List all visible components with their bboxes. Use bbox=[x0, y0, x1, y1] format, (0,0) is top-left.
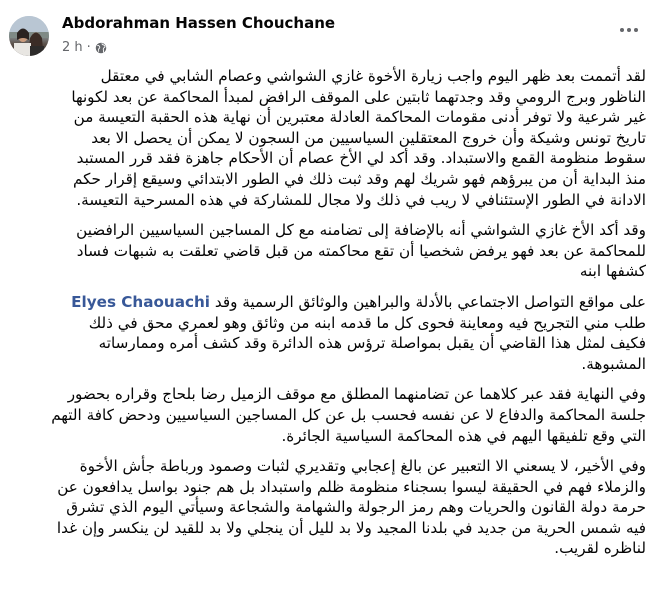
text-line: التي وقع تلفيقها اليهم في هذه المحاكمة السياسية الجائرة. bbox=[281, 426, 646, 445]
text-line bbox=[10, 292, 646, 313]
more-options-dot bbox=[634, 28, 638, 32]
text-line: للمحاكمة عن بعد فهو يرفض شخصيا أن تقع محاكمته من قبل قاضي تعلقت به شبهات فساد bbox=[76, 241, 646, 260]
post-time[interactable]: 2 h bbox=[62, 40, 83, 55]
text-line: سقوط منظومة القمع والاستبداد. وقد أكد لي الأخ عصام أن الأحكام جاهزة فقد قرر المستبد bbox=[76, 149, 646, 168]
text-line: لقد أتممت بعد ظهر اليوم واجب زيارة الأخوة غازي الشواشي وعصام الشابي في معتقل bbox=[100, 67, 646, 85]
text-line: تاريخ تونس وشيكة وأن خروج المعتقلين السياسيين من السجون لا يمكن أن يحصل الا بعد bbox=[91, 128, 646, 147]
paragraph-2 bbox=[10, 220, 646, 282]
text-line: لناظره لقريب. bbox=[554, 539, 646, 558]
text-line: كشفها ابنه bbox=[579, 262, 646, 281]
text-line: طلب مني التجريح فيه ومعاينة فحوى كل ما قدمه ابنه من وثائق وهو لعمري محق في ذلك bbox=[88, 313, 646, 332]
globe-icon[interactable] bbox=[95, 42, 107, 54]
paragraph-3 bbox=[10, 292, 646, 374]
paragraph-1 bbox=[10, 66, 646, 210]
text-fragment: على مواقع التواصل الاجتماعي بالأدلة والبراهين والوثائق الرسمية وقد bbox=[210, 292, 646, 311]
text-line: غير شرعية ولا توفر أدنى مقومات المحاكمة العادلة معتبرين أن نهاية هذه الحقبة التعيسة من bbox=[73, 108, 646, 127]
meta-separator: · bbox=[86, 40, 91, 55]
text-line: وقد أكد الأخ غازي الشواشي أنه بالإضافة إلى تضامنه مع كل المساجين السياسيين الرافضين bbox=[76, 221, 646, 240]
more-options-dot bbox=[627, 28, 631, 32]
post-header bbox=[0, 0, 657, 66]
text-line: فيه شمس الحرية من جديد في بلدنا المجيد ولا بد لليل أن ينجلي ولا بد للقيد لن ينكسر وإن غدا bbox=[56, 518, 646, 537]
text-line: الناظور وبرج الرومي وقد وجدتهما ثابتين على الموقف الرافض لمبدأ المحاكمة عن بعد لكونها bbox=[71, 87, 646, 106]
post-text bbox=[10, 66, 646, 569]
text-line: فكيف لمثل هذا القاضي أن يقبل بمواصلة ترؤس هذه الدائرة وقد كشف أمره وممارساته bbox=[98, 334, 646, 353]
text-line: منذ البداية أن من يبرؤهم فهو شريك لهم وقد ثبت ذلك في الطور الابتدائي وسيقع إقرار حكم bbox=[73, 169, 646, 188]
mention-link[interactable]: Elyes Chaouachi bbox=[71, 292, 211, 311]
text-line: والزملاء فهم في الحقيقة ليسوا بسجناء منظومة ظلم واستبداد بل هم جنود بواسل يدافعون عن bbox=[57, 477, 646, 496]
post-meta bbox=[62, 40, 107, 55]
paragraph-5 bbox=[10, 456, 646, 559]
paragraph-4 bbox=[10, 384, 646, 446]
author-name[interactable]: Abdorahman Hassen Chouchane bbox=[62, 14, 336, 32]
text-line: وفي النهاية فقد عبر كلاهما عن تضامنهما المطلق مع موقف الزميل رضا بلحاج وقراره بحضور bbox=[67, 385, 646, 404]
text-line: وفي الأخير، لا يسعني الا التعبير عن بالغ إعجابي وتقديري لثبات وصمود ورباطة جأش الأخوة bbox=[79, 457, 646, 476]
more-options-dot bbox=[620, 28, 624, 32]
text-line: الادانة في الطور الإستئنافي لا ريب في ذلك ولا مجال للمشاركة في هذه المسرحية التعيسة. bbox=[76, 190, 646, 209]
text-line: المشبوهة. bbox=[581, 354, 646, 373]
text-line: حرمة دولة القانون والحريات وهم رمز الرجولة والشهامة والشجاعة وسيأتي اليوم الذي تشرق bbox=[66, 498, 646, 517]
avatar[interactable] bbox=[9, 16, 49, 56]
more-options-button[interactable] bbox=[615, 20, 643, 40]
avatar-photo-icon bbox=[9, 16, 49, 56]
text-line: جلسة المحاكمة والدفاع لا عن نفسه فحسب بل عن كل المساجين السياسيين ودحض كافة التهم bbox=[51, 405, 646, 424]
